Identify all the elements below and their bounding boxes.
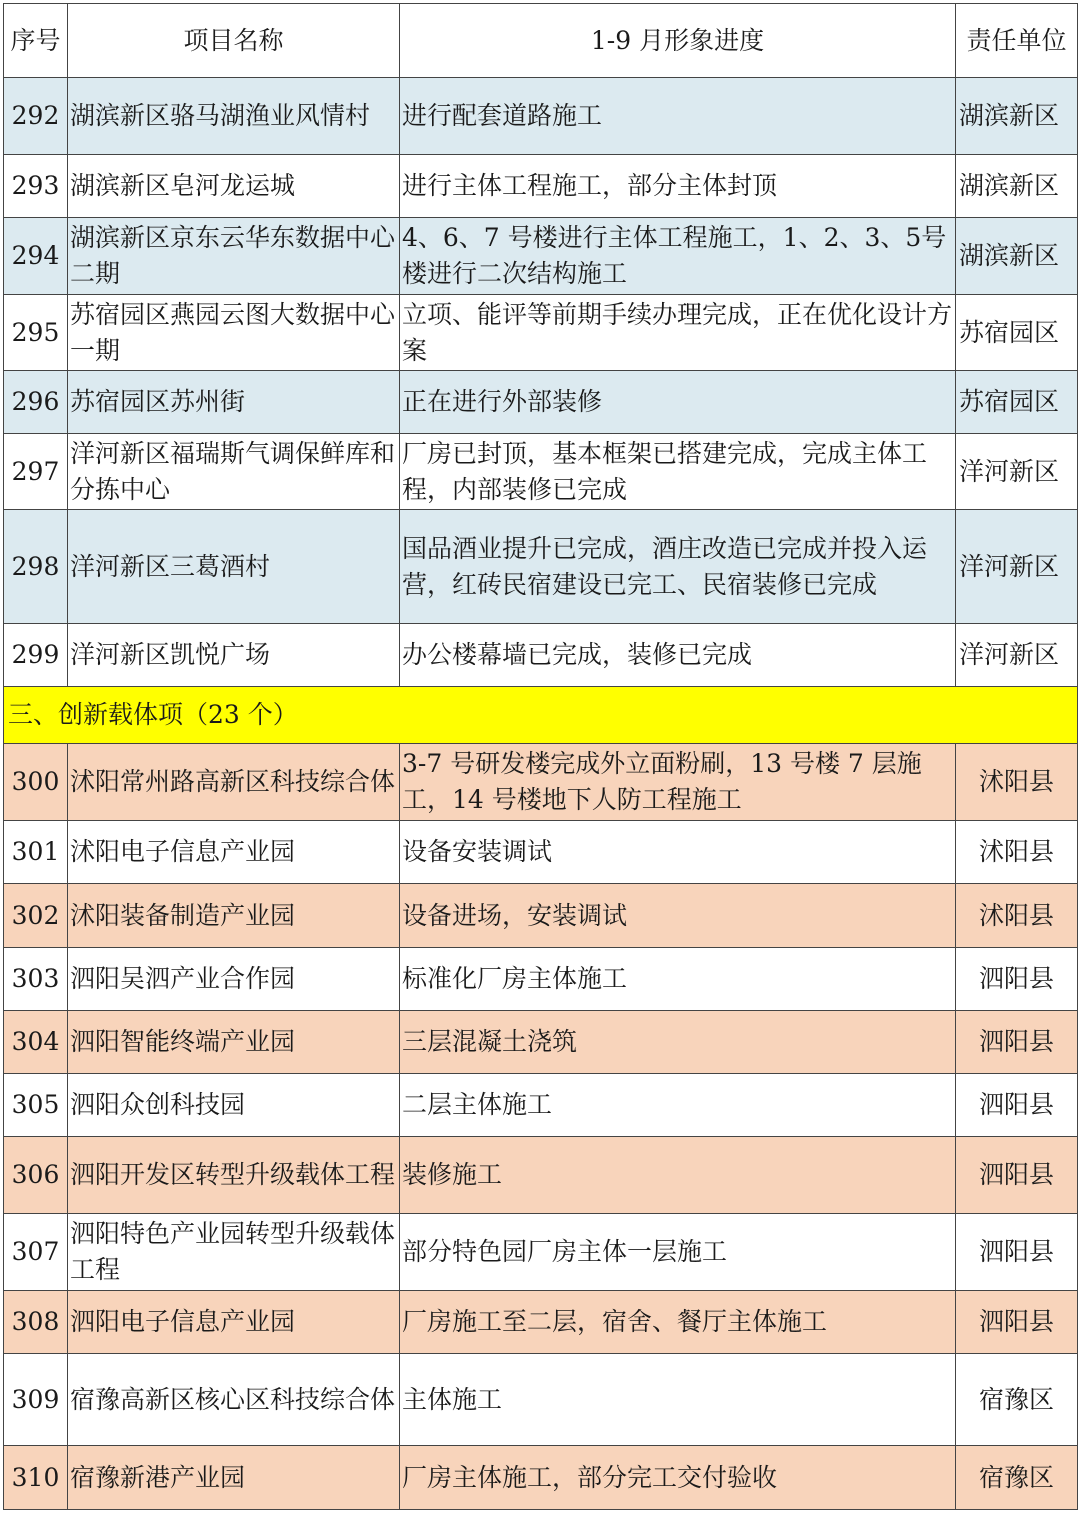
row-unit: 泗阳县 bbox=[956, 1011, 1078, 1074]
row-progress: 办公楼幕墙已完成，装修已完成 bbox=[400, 624, 956, 687]
row-progress: 部分特色园厂房主体一层施工 bbox=[400, 1214, 956, 1291]
table-row bbox=[4, 948, 1078, 1011]
row-unit: 洋河新区 bbox=[956, 510, 1078, 624]
row-progress: 标准化厂房主体施工 bbox=[400, 948, 956, 1011]
table-row bbox=[4, 1137, 1078, 1214]
row-progress: 进行配套道路施工 bbox=[400, 78, 956, 155]
row-no: 298 bbox=[4, 510, 68, 624]
table-row bbox=[4, 155, 1078, 218]
row-no: 292 bbox=[4, 78, 68, 155]
row-unit: 沭阳县 bbox=[956, 821, 1078, 884]
row-progress: 4、6、7 号楼进行主体工程施工，1、2、3、5号楼进行二次结构施工 bbox=[400, 218, 956, 295]
header-name: 项目名称 bbox=[68, 4, 400, 78]
row-no: 301 bbox=[4, 821, 68, 884]
row-unit: 苏宿园区 bbox=[956, 371, 1078, 434]
row-unit: 宿豫区 bbox=[956, 1446, 1078, 1510]
row-name: 沭阳常州路高新区科技综合体 bbox=[68, 744, 400, 821]
row-no: 294 bbox=[4, 218, 68, 295]
row-unit: 洋河新区 bbox=[956, 624, 1078, 687]
row-name: 泗阳特色产业园转型升级载体工程 bbox=[68, 1214, 400, 1291]
table-row bbox=[4, 1074, 1078, 1137]
row-no: 306 bbox=[4, 1137, 68, 1214]
row-progress: 装修施工 bbox=[400, 1137, 956, 1214]
table-row bbox=[4, 434, 1078, 510]
table-row bbox=[4, 1214, 1078, 1291]
row-progress: 二层主体施工 bbox=[400, 1074, 956, 1137]
row-unit: 泗阳县 bbox=[956, 1214, 1078, 1291]
section-row bbox=[4, 687, 1078, 744]
table-row bbox=[4, 884, 1078, 948]
row-no: 308 bbox=[4, 1291, 68, 1354]
row-no: 295 bbox=[4, 295, 68, 371]
row-name: 苏宿园区苏州街 bbox=[68, 371, 400, 434]
row-no: 300 bbox=[4, 744, 68, 821]
row-unit: 宿豫区 bbox=[956, 1354, 1078, 1446]
row-progress: 三层混凝土浇筑 bbox=[400, 1011, 956, 1074]
row-unit: 洋河新区 bbox=[956, 434, 1078, 510]
table-row bbox=[4, 1291, 1078, 1354]
row-name: 苏宿园区燕园云图大数据中心一期 bbox=[68, 295, 400, 371]
row-name: 湖滨新区皂河龙运城 bbox=[68, 155, 400, 218]
project-progress-table bbox=[3, 3, 1078, 1510]
row-name: 沭阳装备制造产业园 bbox=[68, 884, 400, 948]
row-no: 296 bbox=[4, 371, 68, 434]
row-progress: 厂房施工至二层，宿舍、餐厅主体施工 bbox=[400, 1291, 956, 1354]
row-no: 310 bbox=[4, 1446, 68, 1510]
row-unit: 苏宿园区 bbox=[956, 295, 1078, 371]
row-unit: 湖滨新区 bbox=[956, 78, 1078, 155]
row-no: 304 bbox=[4, 1011, 68, 1074]
row-progress: 立项、能评等前期手续办理完成，正在优化设计方案 bbox=[400, 295, 956, 371]
row-name: 泗阳吴泗产业合作园 bbox=[68, 948, 400, 1011]
row-name: 泗阳开发区转型升级载体工程 bbox=[68, 1137, 400, 1214]
row-name: 泗阳智能终端产业园 bbox=[68, 1011, 400, 1074]
row-unit: 泗阳县 bbox=[956, 1137, 1078, 1214]
header-no: 序号 bbox=[4, 4, 68, 78]
table-row bbox=[4, 218, 1078, 295]
row-name: 洋河新区三葛酒村 bbox=[68, 510, 400, 624]
row-name: 湖滨新区京东云华东数据中心二期 bbox=[68, 218, 400, 295]
table-row bbox=[4, 744, 1078, 821]
row-progress: 设备安装调试 bbox=[400, 821, 956, 884]
row-unit: 湖滨新区 bbox=[956, 218, 1078, 295]
row-name: 泗阳电子信息产业园 bbox=[68, 1291, 400, 1354]
header-progress: 1-9 月形象进度 bbox=[400, 4, 956, 78]
row-progress: 进行主体工程施工，部分主体封顶 bbox=[400, 155, 956, 218]
row-unit: 泗阳县 bbox=[956, 1074, 1078, 1137]
row-unit: 泗阳县 bbox=[956, 1291, 1078, 1354]
table-row bbox=[4, 1354, 1078, 1446]
table-row bbox=[4, 821, 1078, 884]
row-progress: 设备进场，安装调试 bbox=[400, 884, 956, 948]
header-unit: 责任单位 bbox=[956, 4, 1078, 78]
row-name: 沭阳电子信息产业园 bbox=[68, 821, 400, 884]
header-row bbox=[4, 4, 1078, 78]
row-unit: 泗阳县 bbox=[956, 948, 1078, 1011]
row-progress: 3-7 号研发楼完成外立面粉刷，13 号楼 7 层施工，14 号楼地下人防工程施工 bbox=[400, 744, 956, 821]
row-no: 305 bbox=[4, 1074, 68, 1137]
row-unit: 湖滨新区 bbox=[956, 155, 1078, 218]
row-no: 309 bbox=[4, 1354, 68, 1446]
row-unit: 沭阳县 bbox=[956, 744, 1078, 821]
table-row bbox=[4, 1011, 1078, 1074]
table-row bbox=[4, 1446, 1078, 1510]
row-progress: 厂房已封顶，基本框架已搭建完成，完成主体工程，内部装修已完成 bbox=[400, 434, 956, 510]
table-row bbox=[4, 624, 1078, 687]
row-name: 洋河新区福瑞斯气调保鲜库和分拣中心 bbox=[68, 434, 400, 510]
row-name: 泗阳众创科技园 bbox=[68, 1074, 400, 1137]
row-no: 303 bbox=[4, 948, 68, 1011]
row-progress: 正在进行外部装修 bbox=[400, 371, 956, 434]
row-no: 293 bbox=[4, 155, 68, 218]
row-name: 洋河新区凯悦广场 bbox=[68, 624, 400, 687]
row-progress: 主体施工 bbox=[400, 1354, 956, 1446]
row-progress: 国品酒业提升已完成，酒庄改造已完成并投入运营，红砖民宿建设已完工、民宿装修已完成 bbox=[400, 510, 956, 624]
row-progress: 厂房主体施工，部分完工交付验收 bbox=[400, 1446, 956, 1510]
row-no: 299 bbox=[4, 624, 68, 687]
table-row bbox=[4, 371, 1078, 434]
section-title: 三、创新载体项（23 个） bbox=[4, 687, 1078, 744]
table-row bbox=[4, 510, 1078, 624]
row-name: 湖滨新区骆马湖渔业风情村 bbox=[68, 78, 400, 155]
row-no: 297 bbox=[4, 434, 68, 510]
table-row bbox=[4, 295, 1078, 371]
row-no: 302 bbox=[4, 884, 68, 948]
row-name: 宿豫高新区核心区科技综合体 bbox=[68, 1354, 400, 1446]
row-name: 宿豫新港产业园 bbox=[68, 1446, 400, 1510]
row-unit: 沭阳县 bbox=[956, 884, 1078, 948]
row-no: 307 bbox=[4, 1214, 68, 1291]
table-row bbox=[4, 78, 1078, 155]
